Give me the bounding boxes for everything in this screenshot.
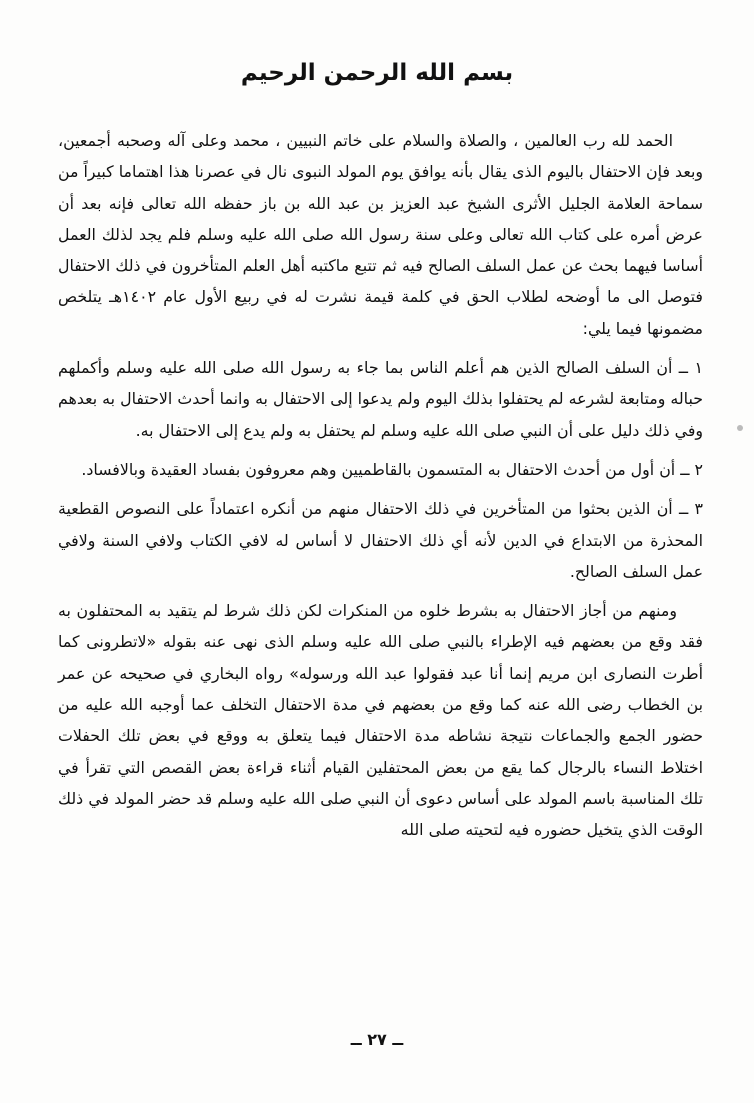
paragraph-point-3: ٣ ــ أن الذين بحثوا من المتأخرين في ذلك الاحتفال منهم من أنكره اعتماداً على النصوص القطعية المحذرة من الابتداع في الدين لأنه أي ذلك الاحتفال لا أساس له لافي الكتاب ولافي السنة ولافي عمل السلف الصالح. [58, 499, 703, 581]
paragraph-point-1: ١ ــ أن السلف الصالح الذين هم أعلم الناس بما جاء به رسول الله صلى الله عليه وسلم وأكملهم حباله ومتابعة لشرعه لم يحتفلوا بذلك اليوم ولم يدعوا إلى الاحتفال به وانما أحدث الاحتفال به بعدهم وفي ذلك دليل على أن النبي صلى الله عليه وسلم لم يحتفل به ولم يدع إلى الاحتفال به. [58, 358, 703, 440]
scan-edge-mark [737, 425, 743, 431]
paragraph-intro: الحمد لله رب العالمين ، والصلاة والسلام على خاتم النبيين ، محمد وعلى آله وصحبه أجمعين، وبعد فإن الاحتفال باليوم الذى يقال بأنه يوافق يوم المولد النبوى نال في عصرنا هذا اهتماما كبيراً من سماحة العلامة الجليل الأثرى الشيخ عبد العزيز بن عبد الله بن باز حفظه الله تعالى فإنه بعد أن عرض أمره على كتاب الله تعالى وعلى سنة رسول الله صلى الله عليه وسلم فلم يجد لذلك العمل أساسا فيهما بحث عن عمل السلف الصالح فيه ثم تتبع ماكتبه أهل العلم المتأخرون في ذلك الاحتفال فتوصل الى ما أوضحه لطلاب الحق في كلمة قيمة نشرت له في ربيع الأول عام ١٤٠٢هـ يتلخص مضمونها فيما يلي: [58, 131, 703, 338]
paragraph-continuation: ومنهم من أجاز الاحتفال به بشرط خلوه من المنكرات لكن ذلك شرط لم يتقيد به المحتفلون به فقد وقع من بعضهم فيه الإطراء بالنبي صلى الله عليه وسلم الذى نهى عنه بقوله «لاتطرونى كما أطرت النصارى ابن مريم إنما أنا عبد فقولوا عبد الله ورسوله» رواه البخاري في صحيحه عن عمر بن الخطاب رضى الله عنه كما وقع من بعضهم في مدة الاحتفال التخلف عما أوجبه الله عليه من حضور الجمع والجماعات نتيجة نشاطه مدة الاحتفال فيما يتعلق به ووقع في بعض تلك الحفلات اختلاط النساء بالرجال كما يقع من بعض المحتفلين القيام أثناء قراءة بعض القصص التي تقرأ في تلك المناسبة باسم المولد على أساس دعوى أن النبي صلى الله عليه وسلم قد حضر المولد في ذلك الوقت الذي يتخيل حضوره فيه لتحيته صلى الله [58, 601, 703, 840]
page-number: ــ ٢٧ ــ [350, 1030, 404, 1049]
page-heading: بسم الله الرحمن الرحيم [240, 60, 514, 86]
paragraph-point-2: ٢ ــ أن أول من أحدث الاحتفال به المتسمون بالقاطميين وهم معروفون بفساد العقيدة وبالافساد. [81, 459, 703, 479]
page-body [58, 125, 703, 846]
